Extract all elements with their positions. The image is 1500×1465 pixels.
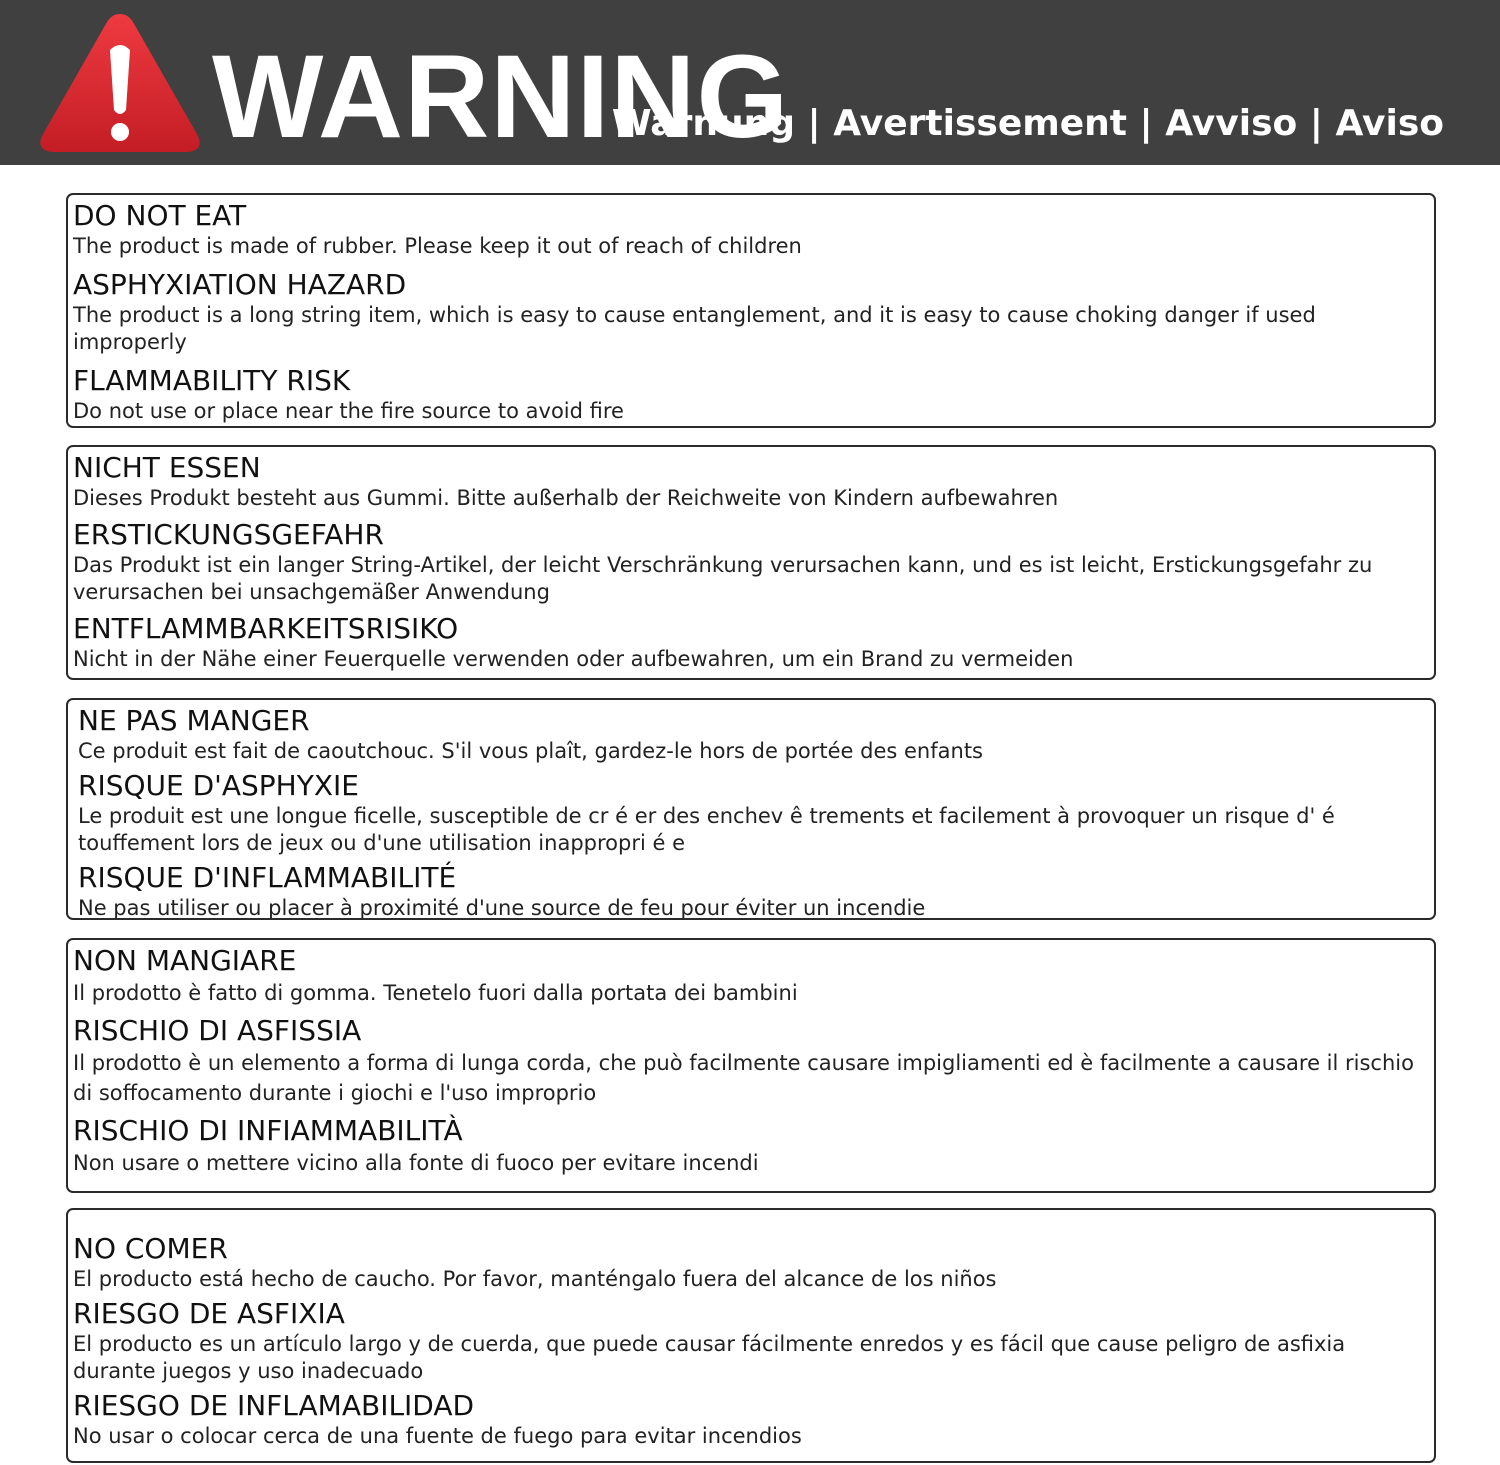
item-text: Le produit est une longue ficelle, susceptible de cr é er des enchev ê trements et facilement à provoquer un risque d' é touffement lors de jeux ou d'une utilisation inappropri é e — [78, 804, 1335, 855]
warning-item — [73, 944, 1426, 1008]
item-heading: RISQUE D'INFLAMMABILITÉ — [78, 861, 457, 894]
item-heading: RISCHIO DI ASFISSIA — [73, 1014, 362, 1047]
warning-item — [73, 518, 1426, 606]
warning-banner — [0, 0, 1500, 165]
warning-item — [73, 612, 1426, 673]
item-heading: NON MANGIARE — [73, 944, 297, 977]
section-spanish — [66, 1208, 1436, 1463]
item-text: Das Produkt ist ein langer String-Artikel, der leicht Verschränkung verursachen kann, und es ist leicht, Erstickungsgefahr zu verursachen bei unsachgemäßer Anwendung — [73, 553, 1373, 604]
warning-item — [78, 769, 1426, 857]
item-heading: RISQUE D'ASPHYXIE — [78, 769, 359, 802]
warning-item — [73, 451, 1426, 512]
item-text: El producto está hecho de caucho. Por favor, manténgalo fuera del alcance de los niños — [73, 1267, 997, 1291]
warning-item — [73, 1232, 1426, 1293]
item-text: No usar o colocar cerca de una fuente de fuego para evitar incendios — [73, 1424, 802, 1448]
item-heading: RIESGO DE ASFIXIA — [73, 1297, 345, 1330]
warning-triangle-icon — [36, 10, 204, 158]
item-text: Nicht in der Nähe einer Feuerquelle verwenden oder aufbewahren, um ein Brand zu vermeiden — [73, 647, 1074, 671]
warning-item — [73, 199, 1426, 260]
item-heading: NICHT ESSEN — [73, 451, 261, 484]
warning-item — [73, 1389, 1426, 1450]
warning-item — [73, 1297, 1426, 1385]
warning-item — [73, 1114, 1426, 1178]
item-heading: RIESGO DE INFLAMABILIDAD — [73, 1389, 475, 1422]
warning-item — [73, 364, 1426, 425]
item-text: Ne pas utiliser ou placer à proximité d'une source de feu pour éviter un incendie — [78, 896, 926, 920]
item-text: Non usare o mettere vicino alla fonte di fuoco per evitare incendi — [73, 1151, 759, 1175]
section-english — [66, 193, 1436, 428]
item-heading: RISCHIO DI INFIAMMABILITÀ — [73, 1114, 463, 1147]
item-text: Ce produit est fait de caoutchouc. S'il vous plaît, gardez-le hors de portée des enfants — [78, 739, 983, 763]
section-italian — [66, 938, 1436, 1193]
item-text: Do not use or place near the fire source to avoid fire — [73, 399, 624, 423]
warning-item — [78, 704, 1426, 765]
warning-item — [73, 268, 1426, 356]
section-german — [66, 445, 1436, 680]
item-text: The product is a long string item, which is easy to cause entanglement, and it is easy to cause choking danger if used improperly — [73, 303, 1316, 354]
item-heading: ERSTICKUNGSGEFAHR — [73, 518, 384, 551]
item-text: Il prodotto è fatto di gomma. Tenetelo fuori dalla portata dei bambini — [73, 981, 798, 1005]
item-heading: FLAMMABILITY RISK — [73, 364, 351, 397]
item-text: El producto es un artículo largo y de cuerda, que puede causar fácilmente enredos y es fácil que cause peligro de asfixia durante juegos y uso inadecuado — [73, 1332, 1346, 1383]
item-heading: DO NOT EAT — [73, 199, 247, 232]
warning-item — [73, 1014, 1426, 1108]
item-text: Dieses Produkt besteht aus Gummi. Bitte außerhalb der Reichweite von Kindern aufbewahren — [73, 486, 1059, 510]
warning-title: WARNING — [212, 31, 790, 163]
warning-item — [78, 861, 1426, 920]
item-heading: ENTFLAMMBARKEITSRISIKO — [73, 612, 459, 645]
item-text: The product is made of rubber. Please keep it out of reach of children — [73, 234, 802, 258]
section-french — [66, 698, 1436, 920]
item-heading: NO COMER — [73, 1232, 228, 1265]
item-heading: ASPHYXIATION HAZARD — [73, 268, 407, 301]
item-text: Il prodotto è un elemento a forma di lunga corda, che può facilmente causare impigliamenti ed è facilmente a causare il rischio di soffocamento durante i giochi e l'uso improprio — [73, 1051, 1414, 1105]
warning-languages: Warnung | Avertissement | Avviso | Aviso — [611, 103, 1444, 144]
item-heading: NE PAS MANGER — [78, 704, 310, 737]
